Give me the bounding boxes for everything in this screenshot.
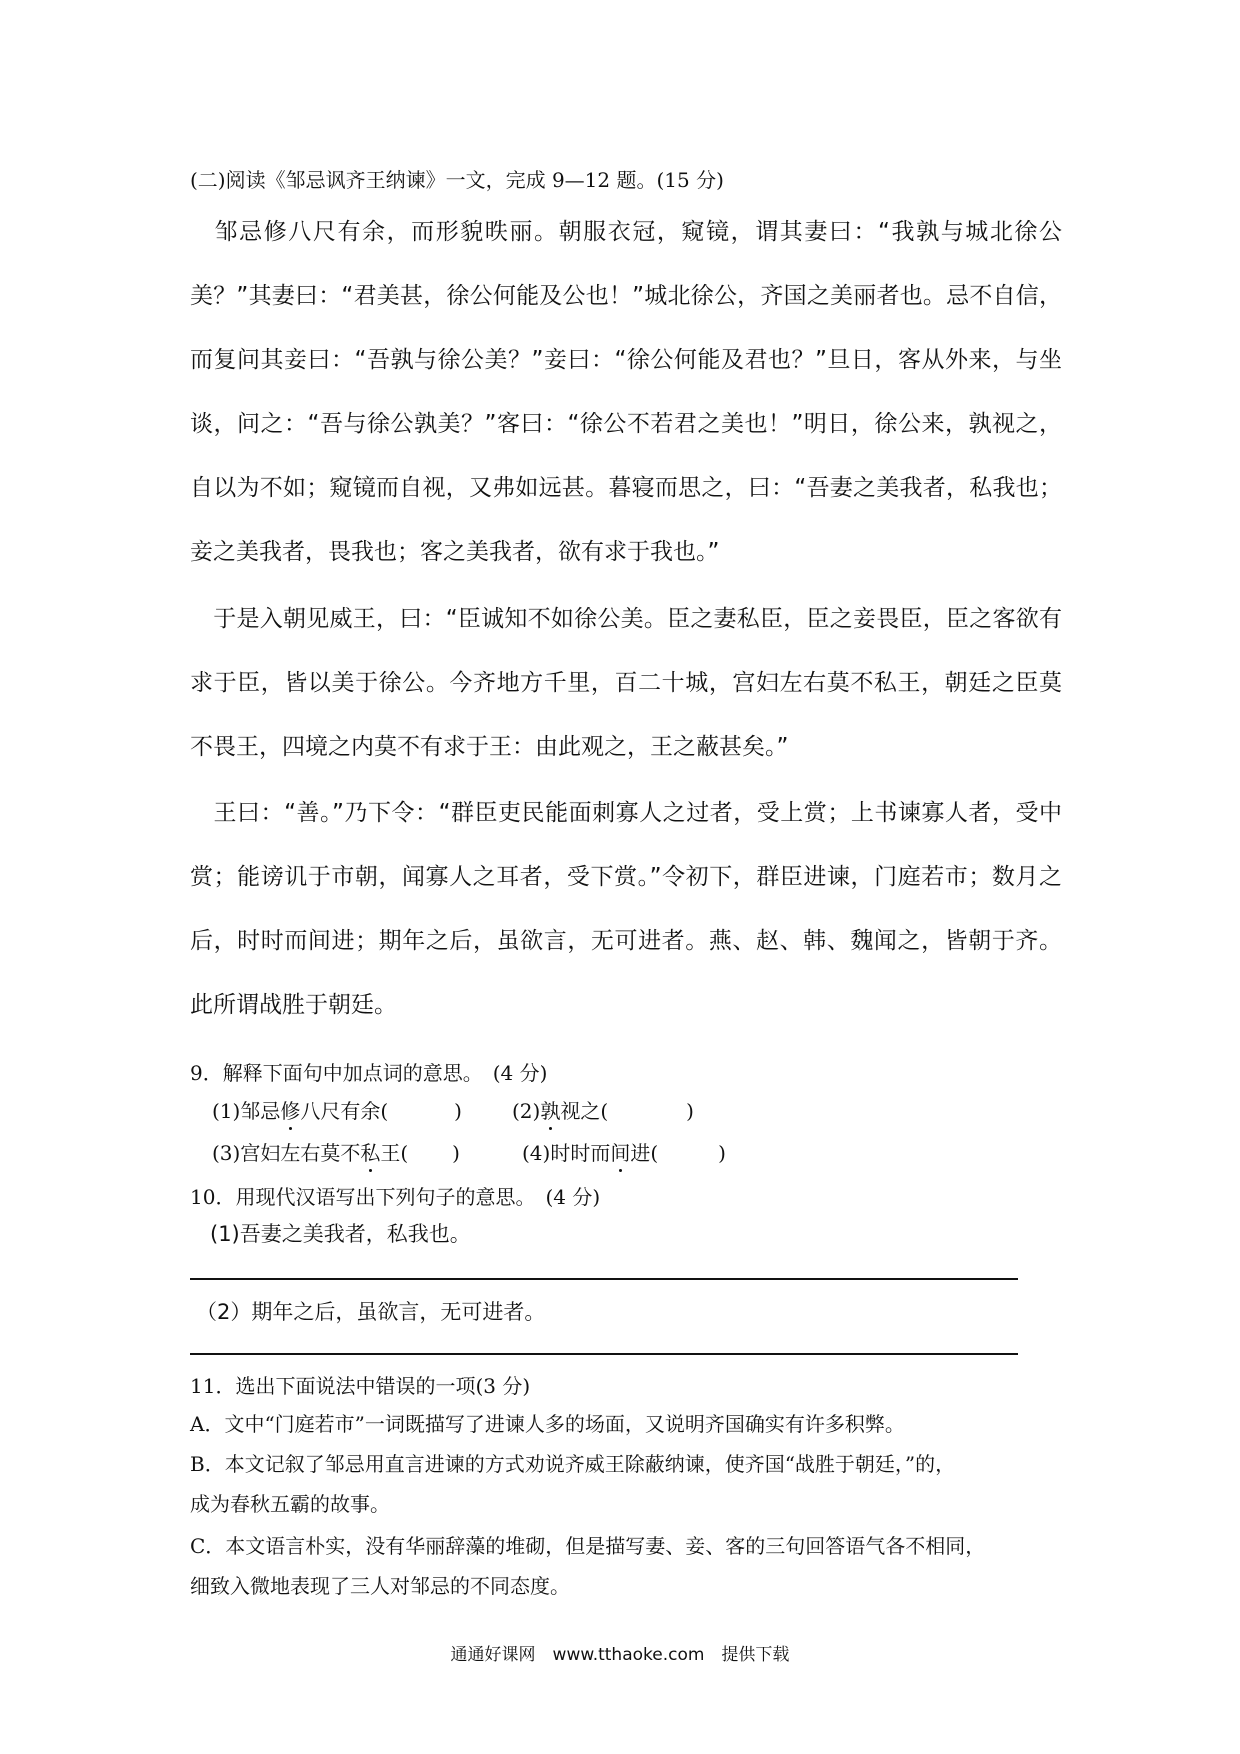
passage-paragraph-1 [190,200,1062,584]
q9-item-3-post: 王( [380,1141,409,1165]
paragraph-3-text: 王曰：“善。”乃下令：“群臣吏民能面刺寡人之过者，受上赏；上书谏寡人者，受中赏；能谤讥于市朝，闻寡人之耳者，受下赏。”令初下，群臣进谏，门庭若市；数月之后，时时而间进；期年之后，虽欲言，无可进者。燕、赵、韩、魏闻之，皆朝于齐。此所谓战胜于朝廷。 [190,800,1062,1018]
question-11-option-b-line-1: B．本文记叙了邹忌用直言进谏的方式劝说齐威王除蔽纳谏，使齐国“战胜于朝廷，”的， [190,1452,956,1476]
question-9-item-1 [212,1095,462,1124]
question-10-sentence-2: （2）期年之后，虽欲言，无可进者。 [196,1300,546,1324]
q9-item-3-pre: (3)宫妇左右莫不 [212,1141,361,1165]
question-11-stem: 11．选出下面说法中错误的一项(3 分) [190,1374,531,1398]
question-9-item-3 [212,1137,460,1166]
q9-item-1-pre: (1)邹忌 [212,1099,281,1123]
question-10-stem: 10．用现代汉语写出下列句子的意思。 (4 分) [190,1185,601,1209]
passage-paragraph-2 [190,587,1062,779]
page-footer: 通通好课网 www.tthaoke.com 提供下载 [450,1645,790,1665]
question-11-option-c-line-2: 细致入微地表现了三人对邹忌的不同态度。 [190,1574,570,1598]
question-10-answer-line-1[interactable] [190,1278,1018,1280]
paragraph-1-text: 邹忌修八尺有余，而形貌昳丽。朝服衣冠，窥镜，谓其妻曰：“我孰与城北徐公美？”其妻曰：“君美甚，徐公何能及公也！”城北徐公，齐国之美丽者也。忌不自信，而复问其妾曰：“吾孰与徐公美？”妾曰：“徐公何能及君也？”旦日，客从外来，与坐谈，问之：“吾与徐公孰美？”客曰：“徐公不若君之美也！”明日，徐公来，孰视之，自以为不如；窥镜而自视，又弗如远甚。暮寝而思之，曰：“吾妻之美我者，私我也；妾之美我者，畏我也；客之美我者，欲有求于我也。” [190,219,1062,565]
question-11-option-b-line-2: 成为春秋五霸的故事。 [190,1492,390,1516]
question-11-option-c-line-1: C．本文语言朴实，没有华丽辞藻的堆砌，但是描写妻、妾、客的三句回答语气各不相同， [190,1534,986,1558]
q9-item-1-close: ) [454,1099,462,1123]
q9-item-4-close: ) [718,1141,726,1165]
q9-item-4-post: 进( [630,1141,659,1165]
question-9-item-4 [522,1137,726,1166]
q9-item-2-close: ) [686,1099,694,1123]
question-11-option-a: A．文中“门庭若市”一词既描写了进谏人多的场面，又说明齐国确实有许多积弊。 [190,1412,905,1436]
q9-item-2-post: 视之( [560,1099,609,1123]
q9-item-3-close: ) [452,1141,460,1165]
q9-item-1-dotted-word: 修 [280,1095,300,1124]
question-10-answer-line-2[interactable] [190,1353,1018,1355]
section-heading: (二)阅读《邹忌讽齐王纳谏》一文，完成 9—12 题。(15 分) [190,168,724,192]
question-9-item-2 [512,1095,694,1124]
passage-paragraph-3 [190,781,1062,1037]
q9-item-3-dotted-word: 私 [360,1137,380,1166]
q9-item-1-post: 八尺有余( [300,1099,389,1123]
paragraph-2-text: 于是入朝见威王，曰：“臣诚知不如徐公美。臣之妻私臣，臣之妾畏臣，臣之客欲有求于臣，皆以美于徐公。今齐地方千里，百二十城，宫妇左右莫不私王，朝廷之臣莫不畏王，四境之内莫不有求于王：由此观之，王之蔽甚矣。” [190,606,1062,760]
question-10-sentence-1: (1)吾妻之美我者，私我也。 [210,1222,471,1246]
q9-item-2-pre: (2) [512,1099,541,1123]
question-9-stem: 9．解释下面句中加点词的意思。 (4 分) [190,1061,548,1085]
q9-item-4-dotted-word: 间 [610,1137,630,1166]
q9-item-2-dotted-word: 孰 [540,1095,560,1124]
q9-item-4-pre: (4)时时而 [522,1141,611,1165]
